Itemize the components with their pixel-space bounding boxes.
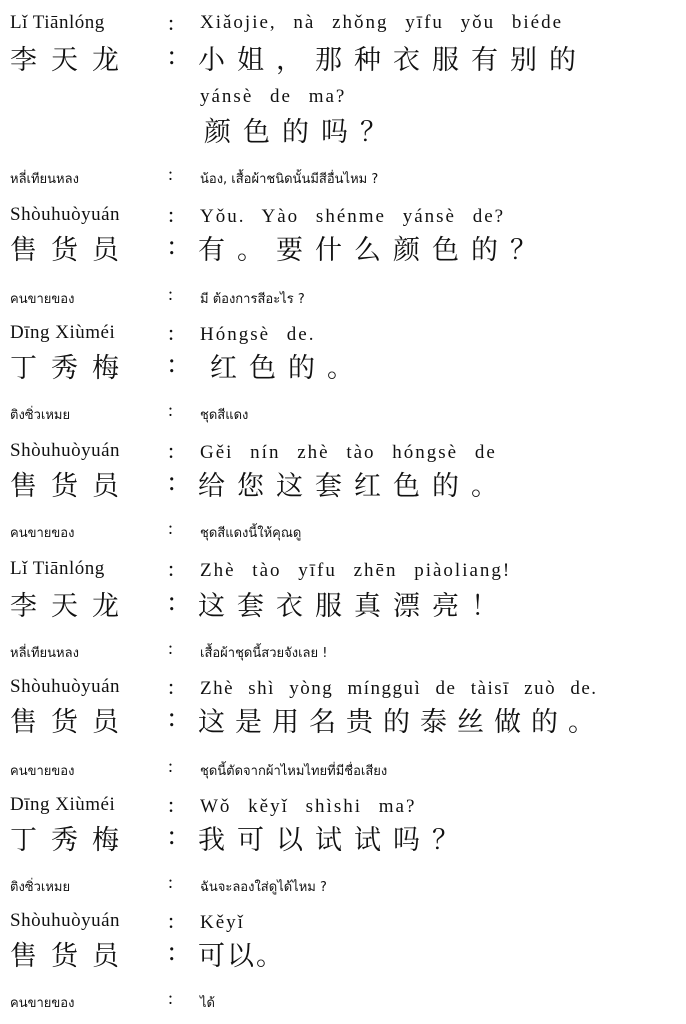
colon: : [168, 988, 174, 1008]
line-pinyin: Gěi nín zhè tào hóngsè de [200, 442, 497, 463]
line-pinyin: Xiǎojie, nà zhǒng yīfu yǒu biéde [200, 12, 564, 33]
colon: : [168, 518, 174, 538]
line-pinyin: Kěyǐ [200, 912, 245, 933]
line-hanzi: 我可以试试吗？ [198, 825, 471, 856]
speaker-pinyin: Dīng Xiùméi [10, 794, 116, 815]
thai-translation: ฉันจะลองใส่ดูได้ไหม ? [200, 880, 327, 895]
colon: : [168, 40, 176, 70]
thai-translation: ได้ [200, 996, 215, 1011]
colon: : [168, 674, 175, 699]
thai-speaker: คนขายของ [10, 996, 75, 1011]
colon: : [168, 438, 175, 463]
speaker-pinyin: Shòuhuòyuán [10, 676, 120, 697]
colon: : [168, 638, 174, 658]
thai-translation: ชุดนี้ตัดจากผ้าไหมไทยที่มีชื่อเสียง [200, 764, 388, 779]
colon: : [168, 702, 176, 732]
line-hanzi: 给您这套红色的。 [198, 471, 510, 502]
colon: : [168, 872, 174, 892]
thai-translation: ชุดสีแดง [200, 408, 249, 423]
thai-speaker: ติงซิ่วเหมย [10, 880, 71, 895]
speaker-hanzi: 售货员 [10, 707, 133, 738]
speaker-pinyin: Lǐ Tiānlóng [10, 12, 105, 33]
thai-speaker: คนขายของ [10, 764, 75, 779]
speaker-hanzi: 丁秀梅 [10, 825, 133, 856]
colon: : [168, 586, 176, 616]
colon: : [168, 400, 174, 420]
thai-speaker: หลี่เทียนหลง [10, 172, 79, 187]
colon: : [168, 202, 175, 227]
line-pinyin: Wǒ kěyǐ shìshi ma? [200, 796, 417, 817]
line-pinyin: Zhè shì yòng míngguì de tàisī zuò de. [200, 678, 598, 699]
line-pinyin: Zhè tào yīfu zhēn piàoliang! [200, 560, 512, 581]
line-pinyin: Yǒu. Yào shénme yánsè de? [200, 206, 506, 227]
speaker-pinyin: Lǐ Tiānlóng [10, 558, 105, 579]
line-pinyin: Hóngsè de. [200, 324, 316, 345]
speaker-hanzi: 李天龙 [10, 591, 133, 622]
speaker-pinyin: Shòuhuòyuán [10, 440, 120, 461]
line-hanzi: 这套衣服真漂亮！ [198, 591, 510, 622]
colon: : [168, 10, 175, 35]
speaker-pinyin: Dīng Xiùméi [10, 322, 116, 343]
line-hanzi: 可以。 [198, 941, 285, 972]
colon: : [168, 792, 175, 817]
speaker-pinyin: Shòuhuòyuán [10, 204, 120, 225]
colon: : [168, 756, 174, 776]
line-hanzi: 颜色的吗？ [204, 117, 399, 148]
line-hanzi: 这是用名贵的泰丝做的。 [198, 707, 605, 738]
colon: : [168, 284, 174, 304]
thai-speaker: คนขายของ [10, 292, 75, 307]
colon: : [168, 466, 176, 496]
colon: : [168, 164, 174, 184]
speaker-hanzi: 售货员 [10, 235, 133, 266]
thai-speaker: ติงซิ่วเหมย [10, 408, 71, 423]
speaker-pinyin: Shòuhuòyuán [10, 910, 120, 931]
thai-speaker: หลี่เทียนหลง [10, 646, 79, 661]
thai-translation: น้อง, เสื้อผ้าชนิดนั้นมีสีอื่นไหม ? [200, 172, 379, 187]
speaker-hanzi: 售货员 [10, 471, 133, 502]
thai-translation: เสื้อผ้าชุดนี้สวยจังเลย ! [200, 646, 328, 661]
line-pinyin: yánsè de ma? [200, 86, 347, 107]
colon: : [168, 230, 176, 260]
speaker-hanzi: 售货员 [10, 941, 133, 972]
speaker-hanzi: 丁秀梅 [10, 353, 133, 384]
colon: : [168, 556, 175, 581]
thai-speaker: คนขายของ [10, 526, 75, 541]
line-hanzi: 有。要什么颜色的？ [198, 235, 549, 266]
line-hanzi: 红色的。 [210, 353, 366, 384]
line-hanzi: 小姐，那种衣服有别的 [198, 45, 588, 76]
colon: : [168, 820, 176, 850]
thai-translation: มี ต้องการสีอะไร ? [200, 292, 305, 307]
colon: : [168, 936, 176, 966]
colon: : [168, 348, 176, 378]
colon: : [168, 320, 175, 345]
speaker-hanzi: 李天龙 [10, 45, 133, 76]
thai-translation: ชุดสีแดงนี้ให้คุณดู [200, 526, 302, 541]
colon: : [168, 908, 175, 933]
